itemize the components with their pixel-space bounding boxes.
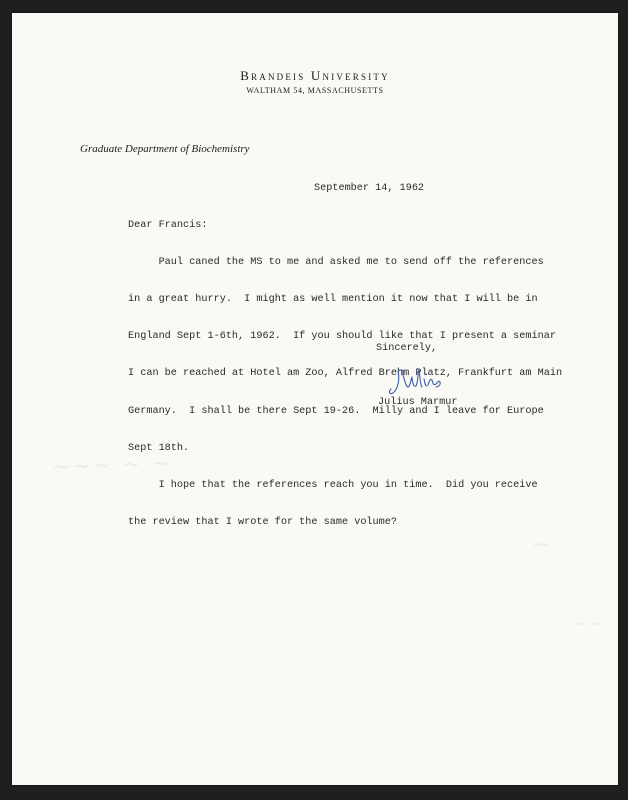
body-line: Germany. I shall be there Sept 19-26. Milly and I leave for Europe [128,405,544,417]
letter-body [128,232,562,555]
signer-name: Julius Marmur [378,397,458,408]
bleed-through-text: ~~~ ~ ~ [51,450,173,481]
bleed-through-text: ~~ [572,613,607,634]
letterhead-address: WALTHAM 54, MASSACHUSETTS [246,86,384,95]
body-line: in a great hurry. I might as well mention it now that I will be in [128,294,538,306]
letter-date: September 14, 1962 [314,183,425,194]
closing: Sincerely, [376,343,438,354]
body-line: Sept 18th. [128,442,190,454]
body-line: the review that I wrote for the same volume? [128,517,397,529]
salutation: Dear Francis: [128,220,208,231]
department-name: Graduate Department of Biochemistry [80,143,250,155]
bleed-through-text: ~ [532,533,553,558]
body-line: I hope that the references reach you in time. Did you receive [128,480,538,492]
signature-image [386,365,456,399]
body-line: I can be reached at Hotel am Zoo, Alfred Brehm Platz, Frankfurt am Main [128,368,563,380]
body-line: England Sept 1-6th, 1962. If you should like that I present a seminar [128,331,556,343]
letterhead-institution: Brandeis University [240,68,390,83]
letter-page [12,13,618,785]
body-line: Paul caned the MS to me and asked me to send off the references [128,256,544,268]
